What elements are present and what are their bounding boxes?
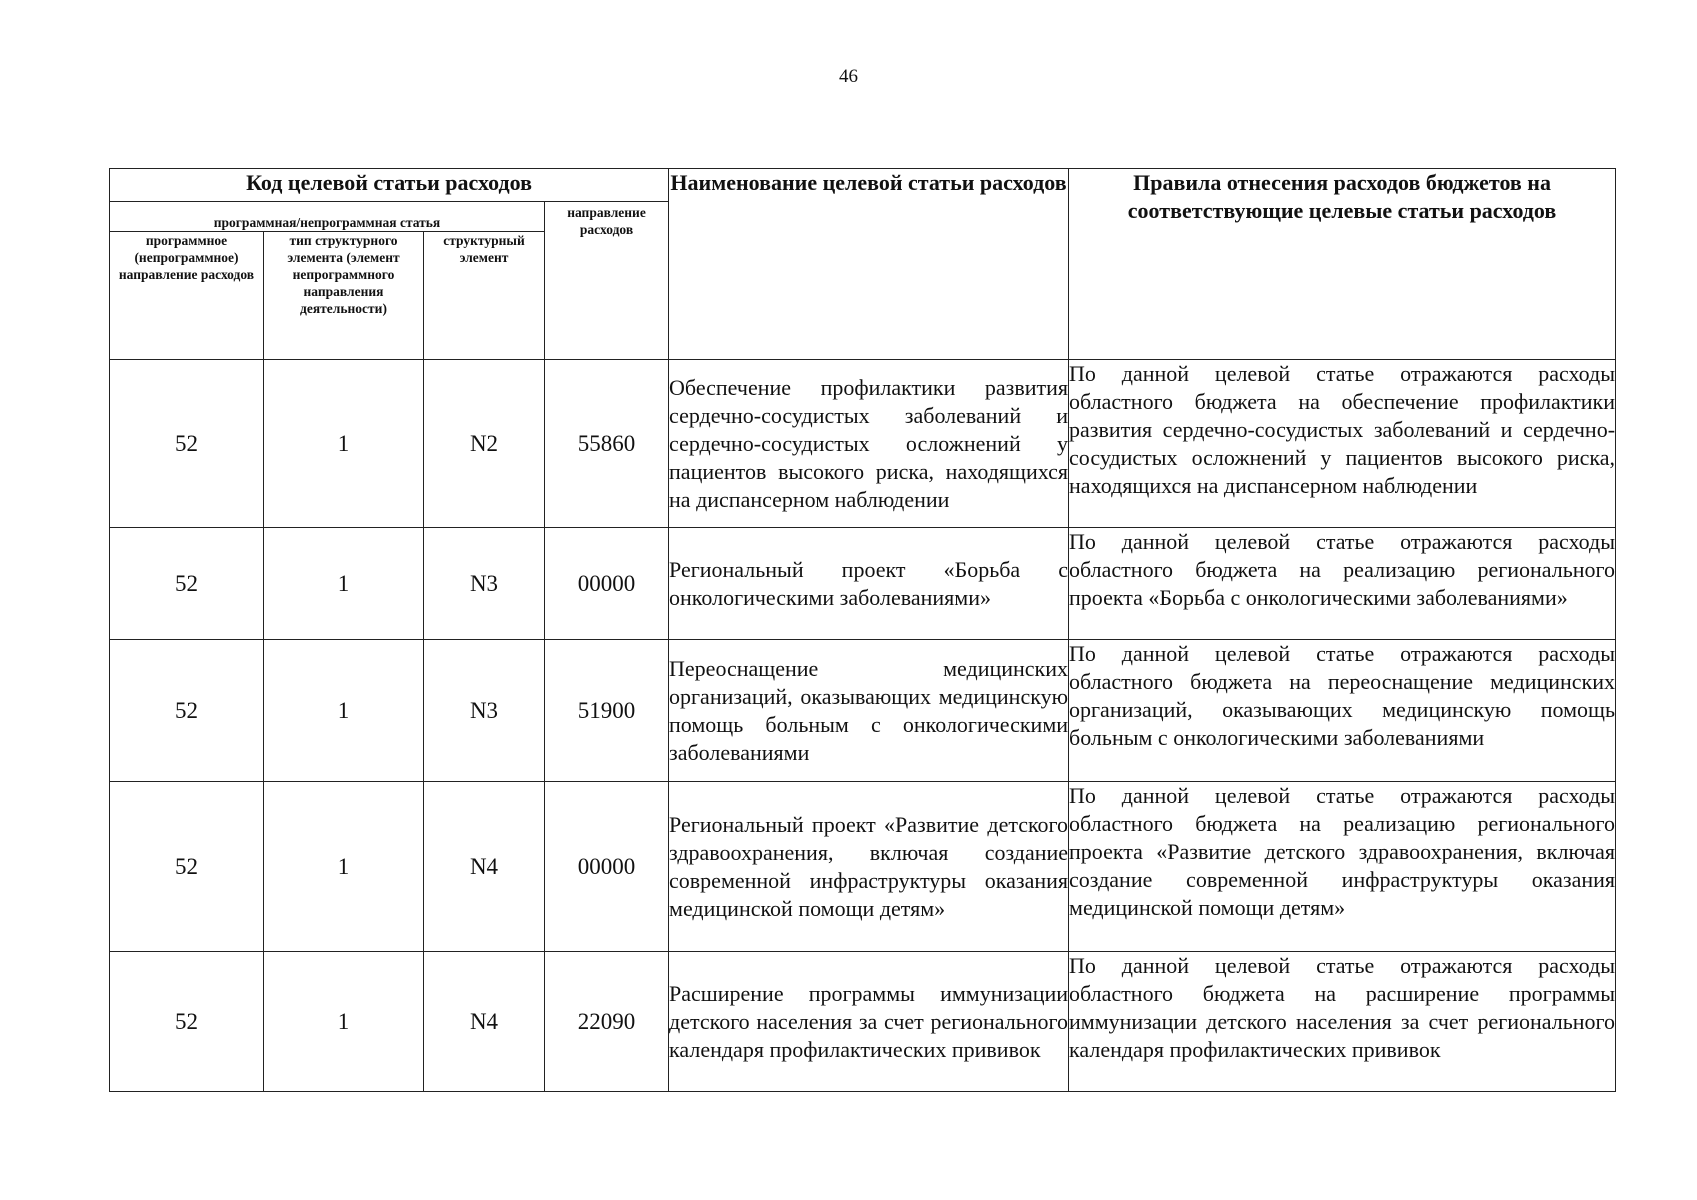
table-row xyxy=(110,640,1616,782)
article-name-cell: Обеспечение профилактики развития сердечно-сосудистых заболеваний и сердечно-сосудистых осложнений у пациентов высокого риска, находящихся на диспансерном наблюдении xyxy=(669,360,1069,528)
table-row xyxy=(110,782,1616,952)
code-title-header: Код целевой статьи расходов xyxy=(110,169,669,202)
table-body xyxy=(110,360,1616,1092)
program-direction-cell: 52 xyxy=(110,952,264,1092)
article-rule-cell: По данной целевой статье отражаются расходы областного бюджета на реализацию регионального проекта «Борьба с онкологическими заболеваниями» xyxy=(1069,528,1616,640)
page-number: 46 xyxy=(839,66,858,87)
program-direction-cell: 52 xyxy=(110,360,264,528)
table-header xyxy=(110,169,1616,360)
structural-element-header: структурный элемент xyxy=(424,232,545,360)
structural-element-cell: N4 xyxy=(424,782,545,952)
name-column-header: Наименование целевой статьи расходов xyxy=(669,169,1069,360)
program-direction-cell: 52 xyxy=(110,782,264,952)
article-rule-cell: По данной целевой статье отражаются расходы областного бюджета на обеспечение профилактики развития сердечно-сосудистых заболеваний и сердечно-сосудистых осложнений у пациентов высокого риска, находящихся на диспансерном наблюдении xyxy=(1069,360,1616,528)
rules-column-header: Правила отнесения расходов бюджетов на соответствующие целевые статьи расходов xyxy=(1069,169,1616,360)
expense-direction-cell: 00000 xyxy=(545,782,669,952)
table-row xyxy=(110,952,1616,1092)
table-row xyxy=(110,360,1616,528)
structural-element-cell: N4 xyxy=(424,952,545,1092)
structural-type-cell: 1 xyxy=(264,360,424,528)
expense-codes-table xyxy=(109,168,1616,1092)
article-name-cell: Переоснащение медицинских организаций, оказывающих медицинскую помощь больным с онкологическими заболеваниями xyxy=(669,640,1069,782)
structural-type-cell: 1 xyxy=(264,782,424,952)
program-article-header: программная/непрограммная статья xyxy=(110,202,545,232)
program-direction-header: программное (непрограммное) направление расходов xyxy=(110,232,264,360)
expense-direction-cell: 51900 xyxy=(545,640,669,782)
program-direction-cell: 52 xyxy=(110,640,264,782)
structural-element-cell: N3 xyxy=(424,528,545,640)
article-name-cell: Расширение программы иммунизации детского населения за счет регионального календаря профилактических прививок xyxy=(669,952,1069,1092)
expense-direction-cell: 00000 xyxy=(545,528,669,640)
article-name-cell: Региональный проект «Борьба с онкологическими заболеваниями» xyxy=(669,528,1069,640)
structural-element-cell: N2 xyxy=(424,360,545,528)
program-direction-cell: 52 xyxy=(110,528,264,640)
structural-type-header: тип структурного элемента (элемент непрограммного направления деятельности) xyxy=(264,232,424,360)
expense-direction-cell: 22090 xyxy=(545,952,669,1092)
structural-type-cell: 1 xyxy=(264,528,424,640)
expense-direction-cell: 55860 xyxy=(545,360,669,528)
structural-type-cell: 1 xyxy=(264,640,424,782)
article-rule-cell: По данной целевой статье отражаются расходы областного бюджета на реализацию регионального проекта «Развитие детского здравоохранения, включая создание современной инфраструктуры оказания медицинской помощи детям» xyxy=(1069,782,1616,952)
table-row xyxy=(110,528,1616,640)
article-rule-cell: По данной целевой статье отражаются расходы областного бюджета на расширение программы иммунизации детского населения за счет регионального календаря профилактических прививок xyxy=(1069,952,1616,1092)
structural-type-cell: 1 xyxy=(264,952,424,1092)
structural-element-cell: N3 xyxy=(424,640,545,782)
expense-direction-header: направление расходов xyxy=(545,202,669,360)
article-rule-cell: По данной целевой статье отражаются расходы областного бюджета на переоснащение медицинских организаций, оказывающих медицинскую помощь больным с онкологическими заболеваниями xyxy=(1069,640,1616,782)
article-name-cell: Региональный проект «Развитие детского здравоохранения, включая создание современной инфраструктуры оказания медицинской помощи детям» xyxy=(669,782,1069,952)
